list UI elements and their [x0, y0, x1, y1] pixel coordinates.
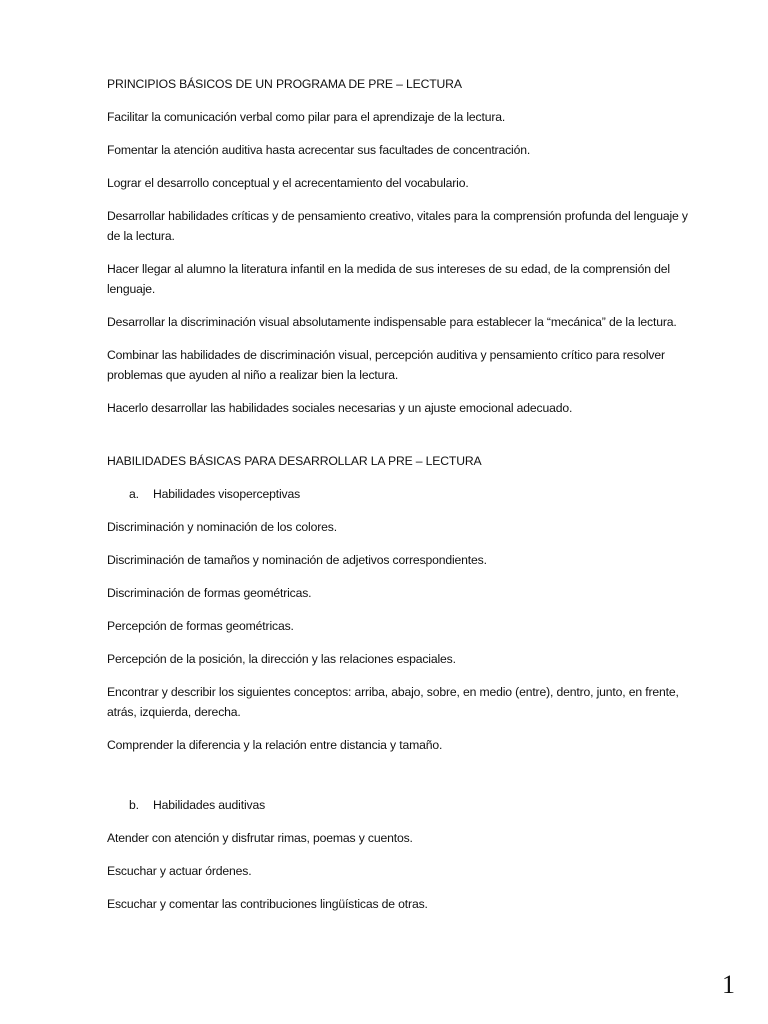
principle-item-7: Combinar las habilidades de discriminación visual, percepción auditiva y pensamiento crítico para resolver problemas que ayuden al niño a realizar bien la lectura.	[107, 348, 665, 382]
auditory-skill-item-3: Escuchar y comentar las contribuciones lingüísticas de otras.	[107, 897, 428, 911]
principle-item-8: Hacerlo desarrollar las habilidades sociales necesarias y un ajuste emocional adecuado.	[107, 401, 573, 415]
principle-item-4: Desarrollar habilidades críticas y de pensamiento creativo, vitales para la comprensión profunda del lenguaje y de la lectura.	[107, 209, 688, 243]
section-2-title: HABILIDADES BÁSICAS PARA DESARROLLAR LA PRE – LECTURA	[107, 454, 482, 468]
page-number: 1	[722, 970, 735, 999]
principle-item-5: Hacer llegar al alumno la literatura infantil en la medida de sus intereses de su edad, de la comprensión del lenguaje.	[107, 262, 670, 296]
subheading-label: Habilidades visoperceptivas	[153, 487, 301, 501]
principle-item-2: Fomentar la atención auditiva hasta acrecentar sus facultades de concentración.	[107, 143, 531, 157]
subheading-marker: b.	[129, 798, 139, 812]
visual-skill-item-4: Percepción de formas geométricas.	[107, 619, 294, 633]
page-content	[107, 74, 697, 927]
visual-skill-item-7: Comprender la diferencia y la relación entre distancia y tamaño.	[107, 738, 443, 752]
principle-item-3: Lograr el desarrollo conceptual y el acrecentamiento del vocabulario.	[107, 176, 469, 190]
subheading-auditivas	[107, 795, 697, 815]
principle-item-6: Desarrollar la discriminación visual absolutamente indispensable para establecer la “mecánica” de la lectura.	[107, 315, 677, 329]
visual-skill-item-2: Discriminación de tamaños y nominación de adjetivos correspondientes.	[107, 553, 487, 567]
auditory-skill-item-1: Atender con atención y disfrutar rimas, poemas y cuentos.	[107, 831, 413, 845]
subheading-label: Habilidades auditivas	[153, 798, 266, 812]
auditory-skill-item-2: Escuchar y actuar órdenes.	[107, 864, 252, 878]
visual-skill-item-5: Percepción de la posición, la dirección y las relaciones espaciales.	[107, 652, 456, 666]
section-1-title: PRINCIPIOS BÁSICOS DE UN PROGRAMA DE PRE – LECTURA	[107, 77, 462, 91]
subheading-marker: a.	[129, 487, 139, 501]
visual-skill-item-3: Discriminación de formas geométricas.	[107, 586, 312, 600]
subheading-visoperceptivas	[107, 484, 697, 504]
visual-skill-item-6: Encontrar y describir los siguientes conceptos: arriba, abajo, sobre, en medio (entre), dentro, junto, en frente, atrás, izquierda, derecha.	[107, 685, 679, 719]
principle-item-1: Facilitar la comunicación verbal como pilar para el aprendizaje de la lectura.	[107, 110, 506, 124]
visual-skill-item-1: Discriminación y nominación de los colores.	[107, 520, 337, 534]
